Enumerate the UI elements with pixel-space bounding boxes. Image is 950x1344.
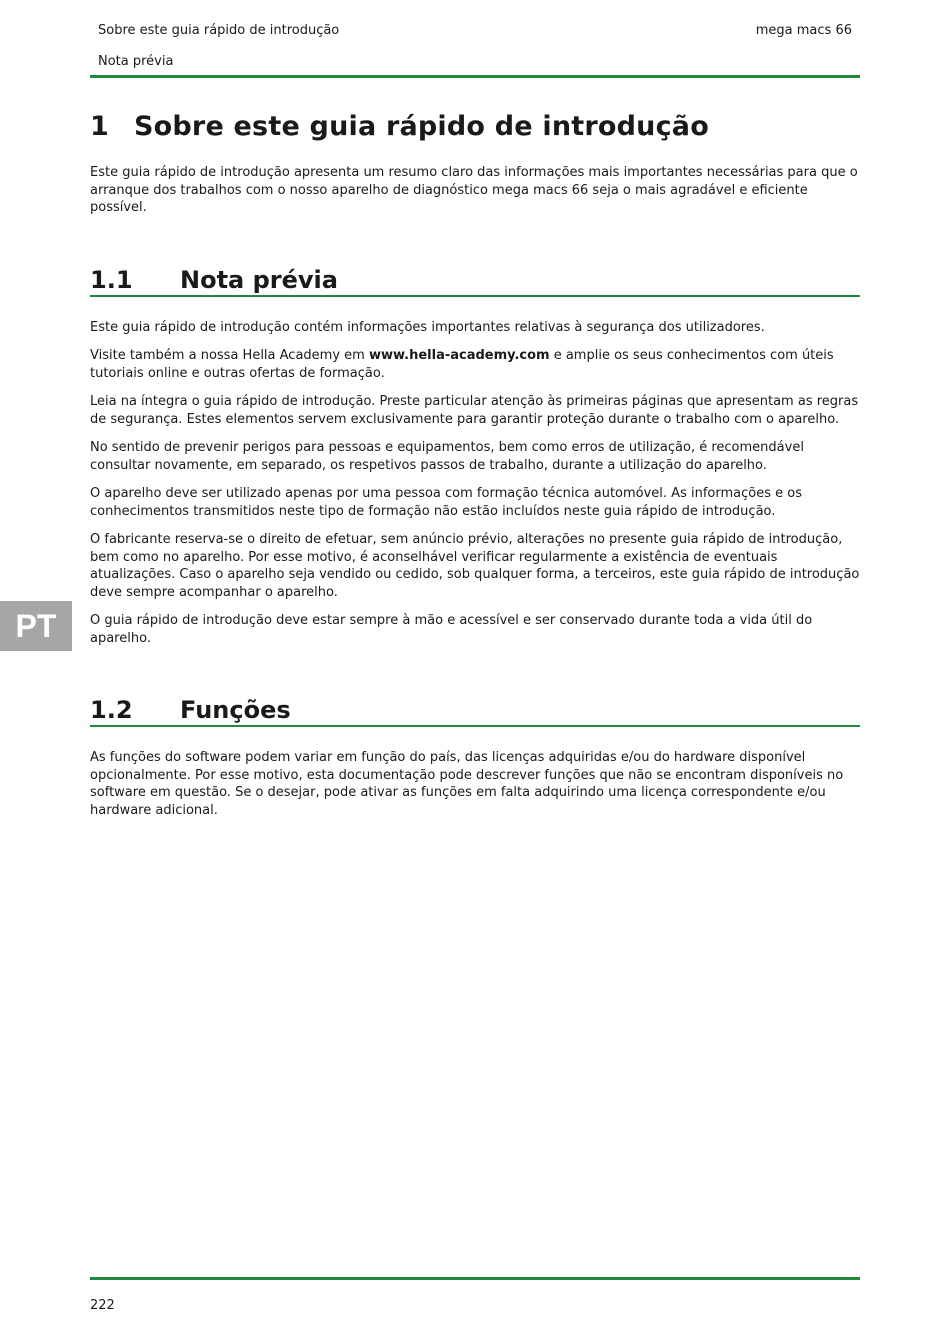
page-header [90,0,860,78]
paragraph: Este guia rápido de introdução contém informações importantes relativas à segurança dos utilizadores. [90,319,765,335]
section-title: Funções [180,696,291,724]
paragraph: No sentido de prevenir perigos para pessoas e equipamentos, bem como erros de utilização, é recomendável consultar novamente, em separado, os respetivos passos de trabalho, durante a utilização do aparelho. [90,440,804,473]
paragraph: As funções do software podem variar em função do país, das licenças adquiridas e/ou do hardware disponível opcionalmente. Por esse motivo, esta documentação pode descrever funções que não se encontram disponíveis no software em questão. Se o desejar, pode ativar as funções em falta adquirindo uma licença correspondente e/ou hardware adicional. [90,750,844,818]
chapter-heading [90,108,860,146]
paragraph-academy [90,347,860,382]
paragraph-text: e amplie os seus conhecimentos com úteis tutoriais online e outras ofertas de formação. [90,348,834,381]
breadcrumb-chapter: Sobre este guia rápido de introdução [98,23,340,38]
section-number: 1.1 [90,265,133,294]
section-heading-funcoes [90,695,860,727]
paragraph: O guia rápido de introdução deve estar sempre à mão e acessível e ser conservado durante toda a vida útil do aparelho. [90,613,813,646]
language-tab: PT [0,601,72,651]
paragraph-text: Visite também a nossa Hella Academy em [90,348,369,363]
section-heading-nota-previa [90,265,860,297]
paragraph: O fabricante reserva-se o direito de efetuar, sem anúncio prévio, alterações no presente guia rápido de introdução, bem como no aparelho. Por esse motivo, é aconselhável verificar regularmente a existência de eventuais atualizações. Caso o aparelho seja vendido ou cedido, sob qualquer forma, a terceiros, este guia rápido de introdução deve sempre acompanhar o aparelho. [90,532,860,600]
breadcrumb [98,22,339,84]
product-name: mega macs 66 [755,23,852,38]
paragraph: Leia na íntegra o guia rápido de introdução. Preste particular atenção às primeiras páginas que apresentam as regras de segurança. Estes elementos servem exclusivamente para garantir proteção durante o trabalho com o aparelho. [90,394,859,427]
section-title: Nota prévia [180,265,338,294]
section-number: 1.2 [90,696,133,724]
breadcrumb-section: Nota prévia [98,54,174,69]
page-content [90,108,860,830]
academy-link[interactable]: www.hella-academy.com [368,348,550,363]
chapter-intro: Este guia rápido de introdução apresenta um resumo claro das informações mais importantes necessárias para que o arranque dos trabalhos com o nosso aparelho de diagnóstico mega macs 66 seja o mais agradável e eficiente possível. [90,165,858,215]
chapter-number: 1 [90,111,109,142]
page-number: 222 [90,1298,115,1313]
chapter-title: Sobre este guia rápido de introdução [134,111,709,142]
footer-divider [90,1277,860,1280]
paragraph: O aparelho deve ser utilizado apenas por uma pessoa com formação técnica automóvel. As informações e os conhecimentos transmitidos neste tipo de formação não estão incluídos neste guia rápido de introdução. [90,486,802,519]
